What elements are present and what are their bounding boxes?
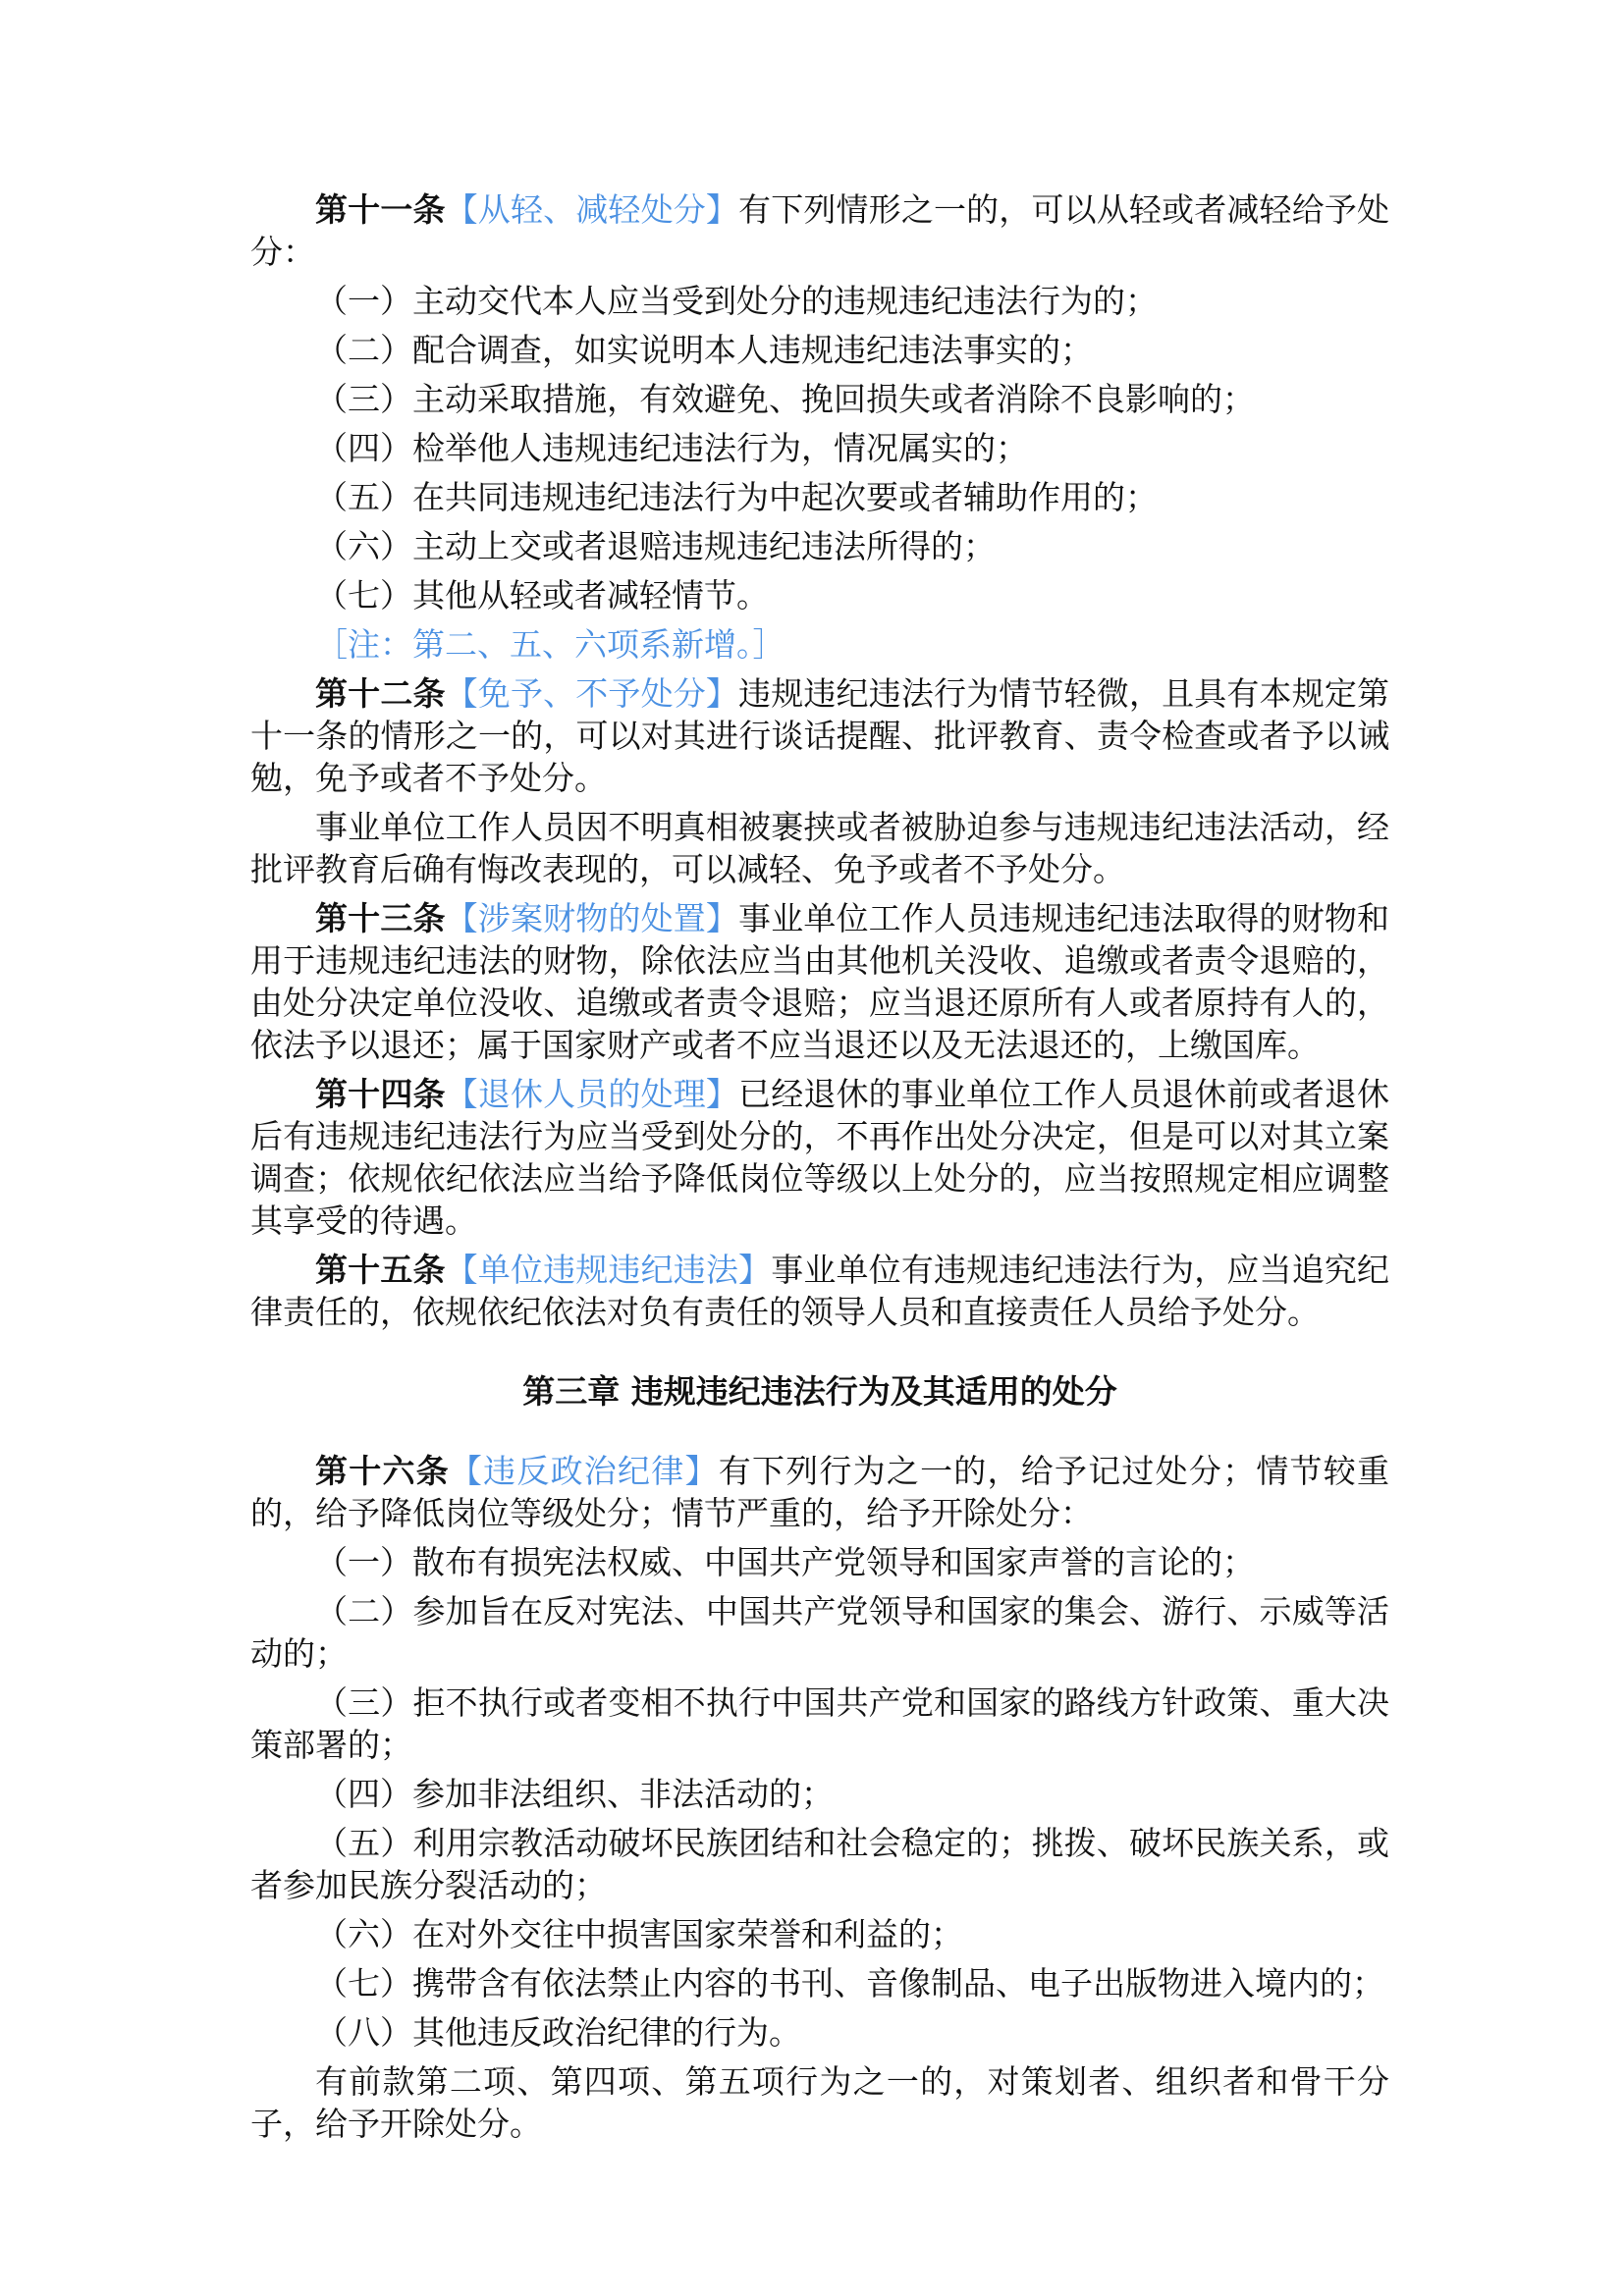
article-heading: 【从轻、减轻处分】 <box>445 190 739 229</box>
article-number: 第十五条 <box>315 1251 446 1289</box>
article-text: 有下列行为之一的，给予记过处分；情节较重的，给予降低岗位等级处分；情节严重的，给予开除处分： <box>250 1452 1390 1532</box>
list-item: （五）在共同违规违纪违法行为中起次要或者辅助作用的； <box>315 478 1158 516</box>
article-13-paragraph <box>250 897 1389 1066</box>
list-item: （七）其他从轻或者减轻情节。 <box>315 576 769 614</box>
article-text: 事业单位工作人员违规违纪违法取得的财物和用于违规违纪违法的财物，除依法应当由其他机关没收、追缴或者责令退赔的，由处分决定单位没收、追缴或者责令退赔；应当退还原所有人或者原持有人的，依法予以退还；属于国家财产或者不应当退还以及无法退还的，上缴国库。 <box>250 899 1389 1064</box>
list-item: （三）拒不执行或者变相不执行中国共产党和国家的路线方针政策、重大决策部署的； <box>250 1683 1389 1764</box>
list-item: （六）在对外交往中损害国家荣誉和利益的； <box>315 1915 963 1953</box>
article-heading: 【单位违规违纪违法】 <box>445 1251 772 1289</box>
article-number: 第十四条 <box>315 1075 446 1113</box>
list-item: （六）主动上交或者退赔违规违纪违法所得的； <box>315 527 996 565</box>
document-page <box>250 188 1389 2152</box>
article-heading: 【免予、不予处分】 <box>445 674 739 713</box>
article-number: 第十一条 <box>315 190 446 229</box>
paragraph: 事业单位工作人员因不明真相被裹挟或者被胁迫参与违规违纪违法活动，经批评教育后确有悔改表现的，可以减轻、免予或者不予处分。 <box>250 808 1389 888</box>
article-heading: 【退休人员的处理】 <box>445 1075 739 1113</box>
list-item: （二）配合调查，如实说明本人违规违纪违法事实的； <box>315 331 1093 369</box>
article-14-paragraph <box>250 1073 1389 1242</box>
article-11-paragraph <box>250 188 1389 273</box>
article-text: 已经退休的事业单位工作人员退休前或者退休后有违规违纪违法行为应当受到处分的，不再作出处分决定，但是可以对其立案调查；依规依纪依法应当给予降低岗位等级以上处分的，应当按照规定相应调整其享受的待遇。 <box>250 1075 1389 1240</box>
list-item: （一）主动交代本人应当受到处分的违规违纪违法行为的； <box>315 282 1158 320</box>
article-number: 第十三条 <box>315 899 446 937</box>
list-item: （一）散布有损宪法权威、中国共产党领导和国家声誉的言论的； <box>315 1543 1255 1581</box>
article-12-paragraph <box>250 672 1389 799</box>
list-item: （二）参加旨在反对宪法、中国共产党领导和国家的集会、游行、示威等活动的； <box>250 1592 1389 1673</box>
paragraph: 有前款第二项、第四项、第五项行为之一的，对策划者、组织者和骨干分子，给予开除处分。 <box>250 2062 1389 2143</box>
list-item: （七）携带含有依法禁止内容的书刊、音像制品、电子出版物进入境内的； <box>315 1964 1384 2002</box>
article-number: 第十六条 <box>315 1452 450 1490</box>
article-number: 第十二条 <box>315 674 446 713</box>
article-heading: 【违反政治纪律】 <box>449 1452 719 1490</box>
article-text: 事业单位有违规违纪违法行为，应当追究纪律责任的，依规依纪依法对负有责任的领导人员和直接责任人员给予处分。 <box>250 1251 1389 1331</box>
article-text: 违规违纪违法行为情节轻微，且具有本规定第十一条的情形之一的，可以对其进行谈话提醒、批评教育、责令检查或者予以诫勉，免予或者不予处分。 <box>250 674 1389 797</box>
chapter-heading: 第三章 违规违纪违法行为及其适用的处分 <box>522 1372 1117 1411</box>
editor-note: ［注：第二、五、六项系新增。］ <box>315 625 785 664</box>
article-15-paragraph <box>250 1249 1389 1333</box>
list-item: （四）检举他人违规违纪违法行为，情况属实的； <box>315 429 1028 467</box>
article-16-paragraph <box>250 1450 1389 1534</box>
article-heading: 【涉案财物的处置】 <box>445 899 739 937</box>
list-item: （三）主动采取措施，有效避免、挽回损失或者消除不良影响的； <box>315 380 1255 418</box>
list-item: （五）利用宗教活动破坏民族团结和社会稳定的；挑拨、破坏民族关系，或者参加民族分裂活动的； <box>250 1824 1389 1904</box>
article-text: 有下列情形之一的，可以从轻或者减轻给予处分： <box>250 190 1389 271</box>
list-item: （八）其他违反政治纪律的行为。 <box>315 2013 801 2052</box>
list-item: （四）参加非法组织、非法活动的； <box>315 1775 834 1813</box>
